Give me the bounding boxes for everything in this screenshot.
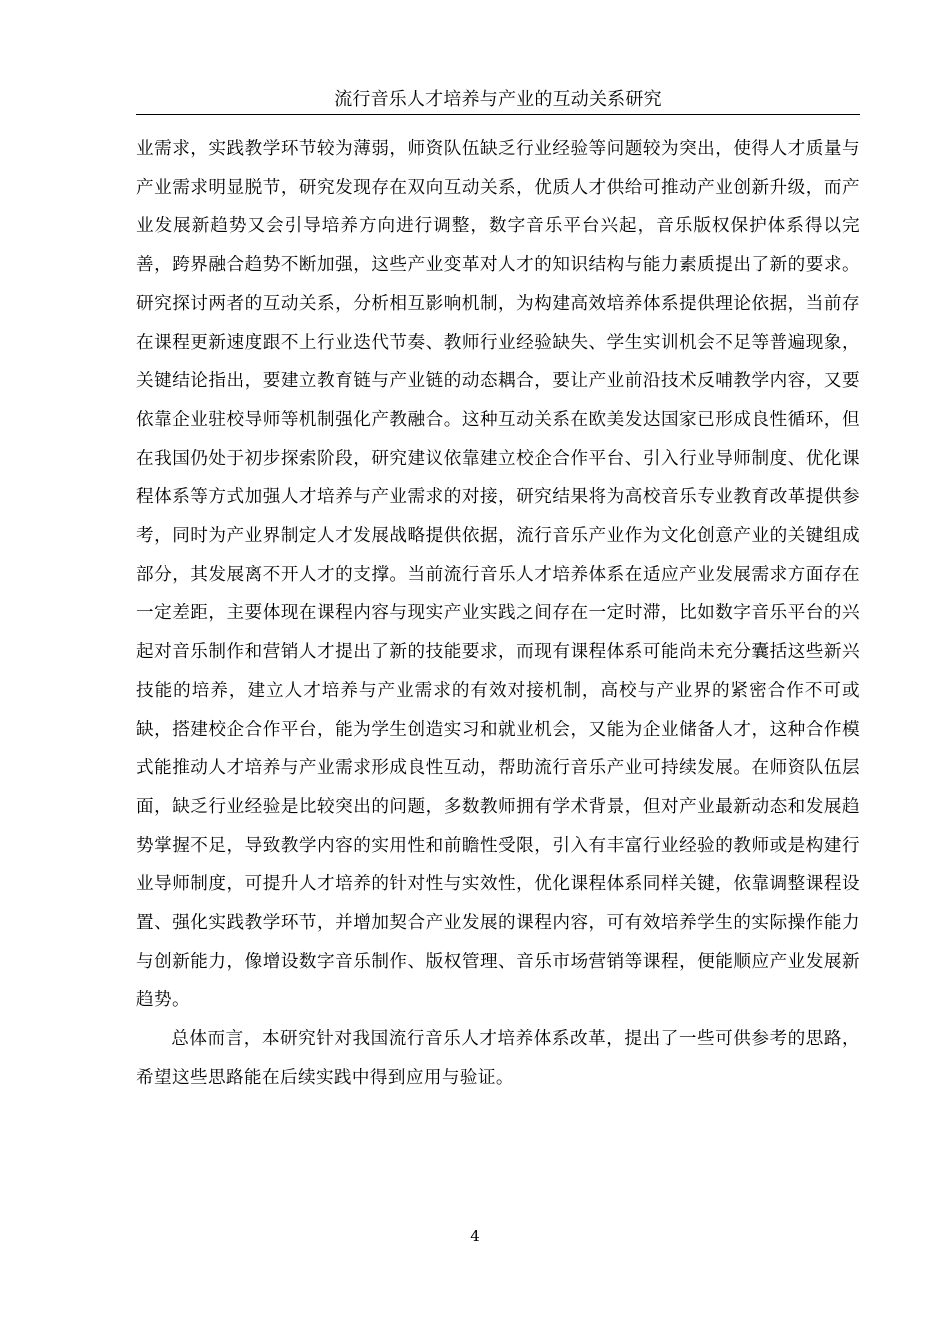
body-paragraph-continued: 业需求，实践教学环节较为薄弱，师资队伍缺乏行业经验等问题较为突出，使得人才质量与产业需求明显脱节，研究发现存在双向互动关系，优质人才供给可推动产业创新升级，而产业发展新趋势又会引导培养方向进行调整，数字音乐平台兴起，音乐版权保护体系得以完善，跨界融合趋势不断加强，这些产业变革对人才的知识结构与能力素质提出了新的要求。研究探讨两者的互动关系，分析相互影响机制，为构建高效培养体系提供理论依据，当前存在课程更新速度跟不上行业迭代节奏、教师行业经验缺失、学生实训机会不足等普遍现象，关键结论指出，要建立教育链与产业链的动态耦合，要让产业前沿技术反哺教学内容，又要依靠企业驻校导师等机制强化产教融合。这种互动关系在欧美发达国家已形成良性循环，但在我国仍处于初步探索阶段，研究建议依靠建立校企合作平台、引入行业导师制度、优化课程体系等方式加强人才培养与产业需求的对接，研究结果将为高校音乐专业教育改革提供参考，同时为产业界制定人才发展战略提供依据，流行音乐产业作为文化创意产业的关键组成部分，其发展离不开人才的支撑。当前流行音乐人才培养体系在适应产业发展需求方面存在一定差距，主要体现在课程内容与现实产业实践之间存在一定时滞，比如数字音乐平台的兴起对音乐制作和营销人才提出了新的技能要求，而现有课程体系可能尚未充分囊括这些新兴技能的培养，建立人才培养与产业需求的有效对接机制，高校与产业界的紧密合作不可或缺，搭建校企合作平台，能为学生创造实习和就业机会，又能为企业储备人才，这种合作模式能推动人才培养与产业需求形成良性互动，帮助流行音乐产业可持续发展。在师资队伍层面，缺乏行业经验是比较突出的问题，多数教师拥有学术背景，但对产业最新动态和发展趋势掌握不足，导致教学内容的实用性和前瞻性受限，引入有丰富行业经验的教师或是构建行业导师制度，可提升人才培养的针对性与实效性，优化课程体系同样关键，依靠调整课程设置、强化实践教学环节，并增加契合产业发展的课程内容，可有效培养学生的实际操作能力与创新能力，像增设数字音乐制作、版权管理、音乐市场营销等课程，便能顺应产业发展新趋势。 [136,139,860,1011]
page-number: 4 [470,1227,480,1245]
header-divider [136,114,860,115]
document-body [136,130,860,1098]
page-header-title: 流行音乐人才培养与产业的互动关系研究 [334,89,662,110]
body-paragraph-conclusion: 总体而言，本研究针对我国流行音乐人才培养体系改革，提出了一些可供参考的思路，希望这些思路能在后续实践中得到应用与验证。 [136,1029,860,1088]
